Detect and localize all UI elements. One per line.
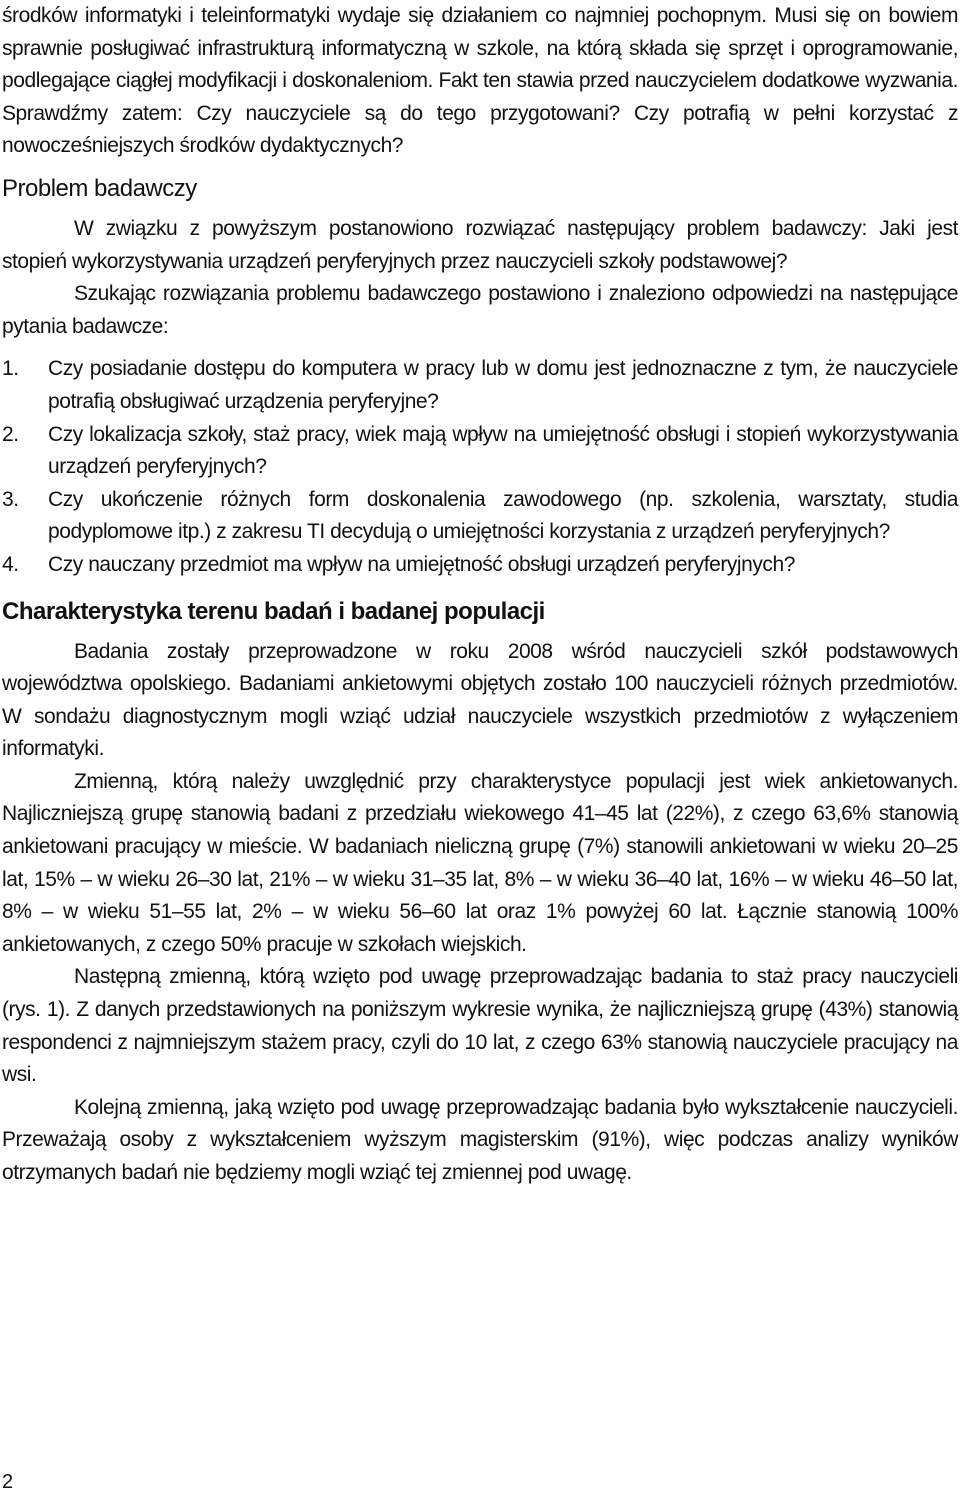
- characteristics-heading: Charakterystyka terenu badań i badanej populacji: [2, 597, 545, 625]
- list-item: [2, 484, 958, 549]
- intro-paragraph: środków informatyki i teleinformatyki wydaje się działaniem co najmniej pochopnym. Musi się on bowiem sprawnie posługiwać infrastrukturą informatyczną w szkole, na którą składa się sprzęt i oprogramowanie, podlegające ciągłej modyfikacji i doskonaleniom. Fakt ten stawia przed nauczycielem dodatkowe wyzwania. Sprawdźmy zatem: Czy nauczyciele są do tego przygotowani? Czy potrafią w pełni korzystać z nowocześniejszych środków dydaktycznych?: [2, 4, 958, 158]
- list-item-text: Czy nauczany przedmiot ma wpływ na umiejętność obsługi urządzeń peryferyjnych?: [48, 552, 795, 576]
- list-item: [2, 419, 958, 484]
- list-item: [2, 549, 958, 582]
- list-item-text: Czy lokalizacja szkoły, staż pracy, wiek mają wpływ na umiejętność obsługi i stopień wykorzystywania urządzeń peryferyjnych?: [48, 422, 958, 479]
- characteristics-paragraph: Następną zmienną, którą wzięto pod uwagę przeprowadzając badania to staż pracy nauczycieli (rys. 1). Z danych przedstawionych na poniższym wykresie wynika, że najliczniejszą grupę (43%) stanowią respondenci z najmniejszym stażem pracy, czyli do 10 lat, z czego 63% stanowią nauczyciele pracujący na wsi.: [2, 965, 958, 1087]
- list-item-number: 4.: [2, 552, 19, 576]
- list-item: [2, 353, 958, 418]
- problem-paragraph: W związku z powyższym postanowiono rozwiązać następujący problem badawczy: Jaki jest stopień wykorzystywania urządzeń peryferyjnych przez nauczycieli szkoły podstawowej?: [2, 216, 958, 273]
- list-item-text: Czy posiadanie dostępu do komputera w pracy lub w domu jest jednoznaczne z tym, że nauczyciele potrafią obsługiwać urządzenia peryferyjne?: [48, 357, 958, 413]
- problem-heading: Problem badawczy: [2, 174, 197, 202]
- characteristics-paragraph: Kolejną zmienną, jaką wzięto pod uwagę przeprowadzając badania było wykształcenie nauczycieli. Przeważają osoby z wykształceniem wyższym magisterskim (91%), więc podczas analizy wyników otrzymanych badań nie będziemy mogli wziąć tej zmiennej pod uwagę.: [2, 1095, 958, 1184]
- list-item-number: 1.: [2, 357, 19, 381]
- list-item-text: Czy ukończenie różnych form doskonalenia zawodowego (np. szkolenia, warsztaty, studia podyplomowe itp.) z zakresu TI decydują o umiejętności korzystania z urządzeń peryferyjnych?: [48, 487, 958, 544]
- list-item-number: 3.: [2, 487, 19, 511]
- list-item-number: 2.: [2, 422, 19, 446]
- page-number: 2: [2, 1471, 14, 1493]
- characteristics-paragraph: Badania zostały przeprowadzone w roku 2008 wśród nauczycieli szkół podstawowych województwa opolskiego. Badaniami ankietowymi objętych zostało 100 nauczycieli różnych przedmiotów. W sondażu diagnostycznym mogli wziąć udział nauczyciele wszystkich przedmiotów z wyłączeniem informatyki.: [2, 639, 958, 761]
- characteristics-paragraph: Zmienną, którą należy uwzględnić przy charakterystyce populacji jest wiek ankietowanych. Najliczniejszą grupę stanowią badani z przedziału wiekowego 41–45 lat (22%), z czego 63,6% stanowią ankietowani pracujący w mieście. W badaniach nieliczną grupę (7%) stanowili ankietowani w wieku 20–25 lat, 15% – w wieku 26–30 lat, 21% – w wieku 31–35 lat, 8% – w wieku 36–40 lat, 16% – w wieku 46–50 lat, 8% – w wieku 51–55 lat, 2% – w wieku 56–60 lat oraz 1% powyżej 60 lat. Łącznie stanowią 100% ankietowanych, z czego 50% pracuje w szkołach wiejskich.: [2, 769, 958, 956]
- questions-intro-paragraph: Szukając rozwiązania problemu badawczego postawiono i znaleziono odpowiedzi na następujące pytania badawcze:: [2, 282, 958, 338]
- research-questions-list: [2, 353, 958, 581]
